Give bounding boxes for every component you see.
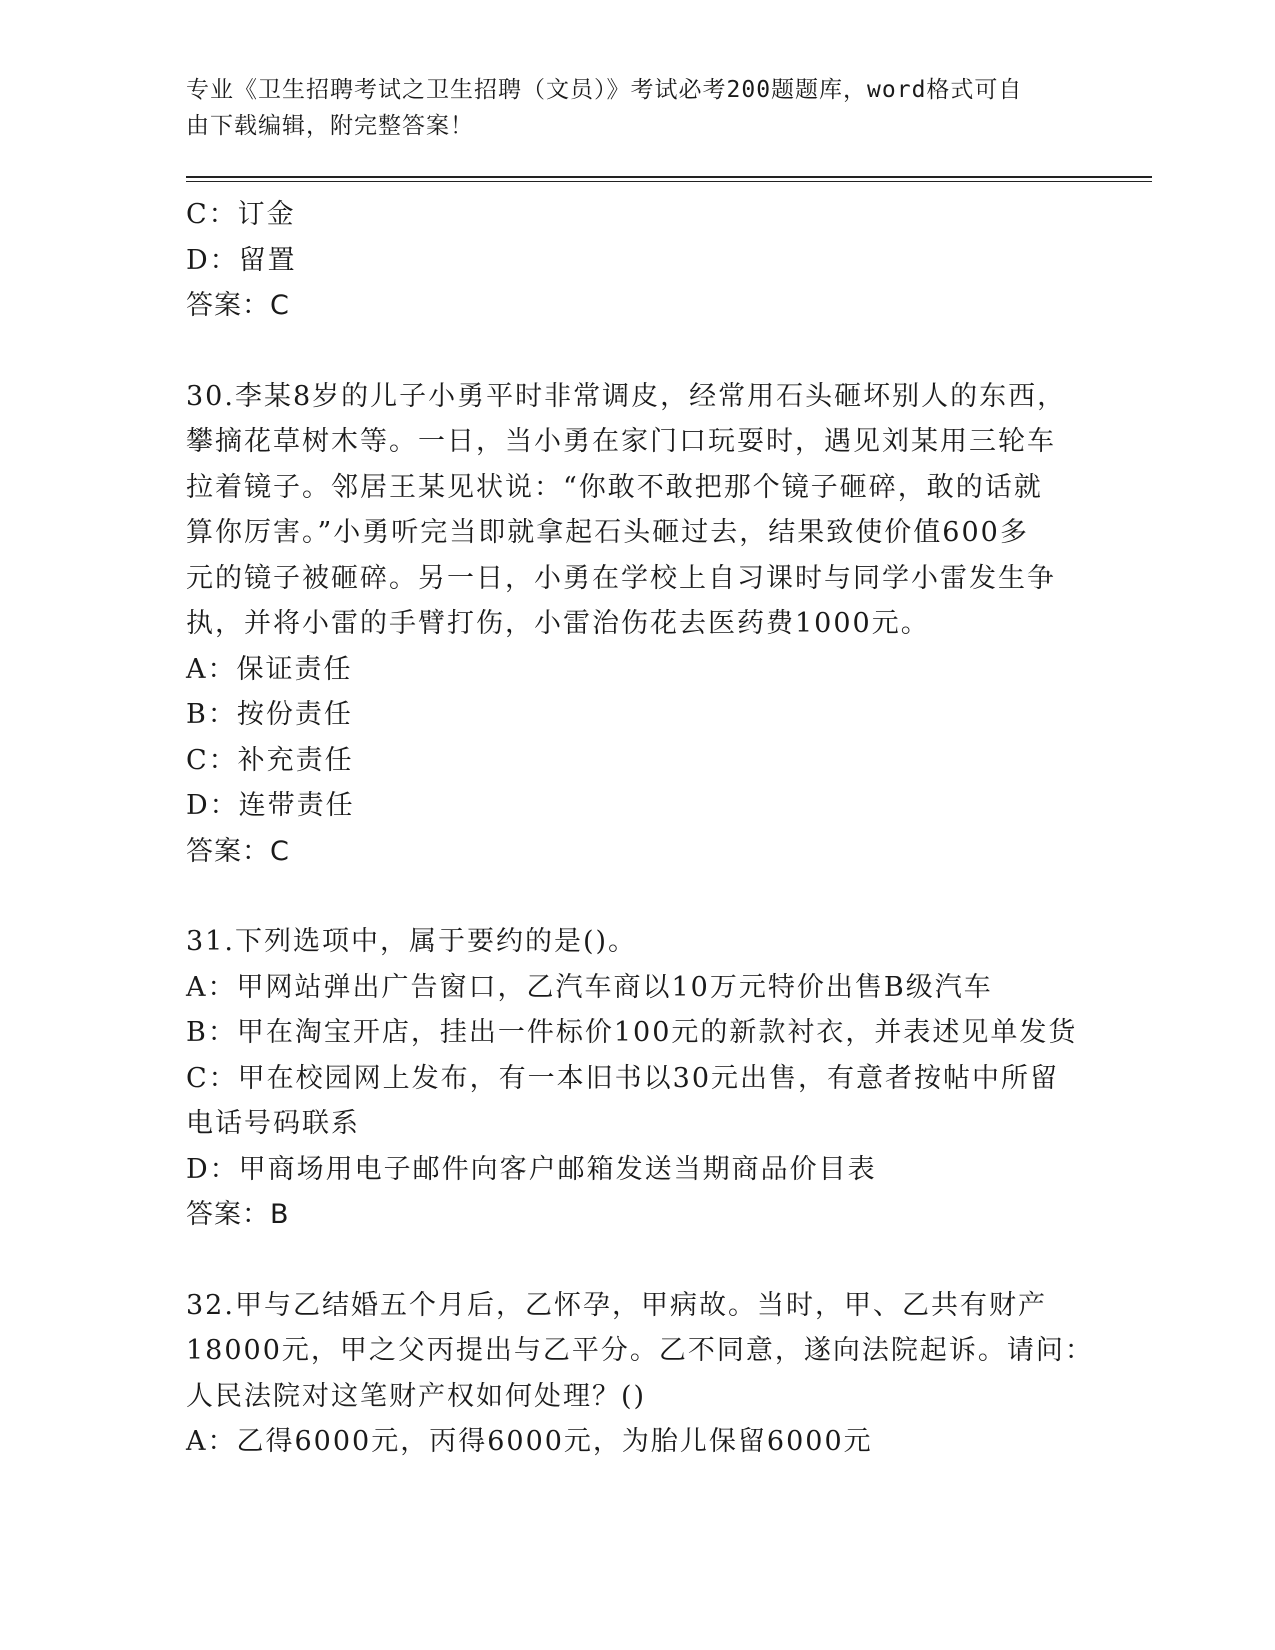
option-line: C：补充责任 [186, 744, 354, 776]
option-line-continuation: 电话号码联系 [186, 1108, 360, 1139]
question-text-line: 执，并将小雷的手臂打伤，小雷治伤花去医药费1000元。 [186, 608, 930, 639]
document-body [186, 192, 1094, 1465]
question-text-line: 30.李某8岁的儿子小勇平时非常调皮，经常用石头砸坏别人的东西， [186, 380, 1067, 412]
previous-question-tail [186, 192, 1086, 329]
header-line-2: 由下载编辑，附完整答案！ [186, 113, 474, 139]
header-divider-thick [186, 176, 1152, 178]
question-text-line: 元的镜子被砸碎。另一日，小勇在学校上自习课时与同学小雷发生争 [186, 562, 1056, 594]
answer-line: 答案：C [186, 835, 290, 867]
question-32 [186, 1283, 1094, 1465]
question-30 [186, 374, 1086, 875]
question-text-line: 算你厉害。”小勇听完当即就拿起石头砸过去，结果致使价值600多 [186, 517, 1029, 548]
option-line: D：连带责任 [186, 790, 355, 821]
question-text-line: 人民法院对这笔财产权如何处理？() [186, 1380, 647, 1412]
question-31 [186, 919, 1086, 1238]
option-line: C：甲在校园网上发布，有一本旧书以30元出售，有意者按帖中所留 [186, 1062, 1060, 1094]
answer-line: 答案：B [186, 1199, 290, 1230]
question-text-line: 攀摘花草树木等。一日，当小勇在家门口玩耍时，遇见刘某用三轮车 [186, 426, 1056, 457]
question-text-line: 32.甲与乙结婚五个月后，乙怀孕，甲病故。当时，甲、乙共有财产 [186, 1289, 1047, 1321]
header-divider-thin [186, 181, 1152, 182]
option-line: A：甲网站弹出广告窗口，乙汽车商以10万元特价出售B级汽车 [186, 971, 993, 1003]
question-text-line: 18000元，甲之父丙提出与乙平分。乙不同意，遂向法院起诉。请问： [186, 1335, 1094, 1366]
option-line: B：甲在淘宝开店，挂出一件标价100元的新款衬衣，并表述见单发货 [186, 1017, 1078, 1048]
question-text-line: 拉着镜子。邻居王某见状说：“你敢不敢把那个镜子砸碎，敢的话就 [186, 471, 1043, 503]
answer-line: 答案：C [186, 290, 290, 321]
document-header [186, 72, 1066, 144]
option-line: D：甲商场用电子邮件向客户邮箱发送当期商品价目表 [186, 1153, 877, 1185]
header-line-1: 专业《卫生招聘考试之卫生招聘（文员）》考试必考200题题库，word格式可自 [186, 77, 1023, 103]
option-line: D：留置 [186, 244, 297, 276]
option-line: A：保证责任 [186, 653, 353, 685]
question-text-line: 31.下列选项中，属于要约的是()。 [186, 926, 638, 957]
option-line: B：按份责任 [186, 699, 353, 730]
option-line: A：乙得6000元，丙得6000元，为胎儿保留6000元 [186, 1426, 873, 1457]
option-line: C：订金 [186, 199, 296, 230]
